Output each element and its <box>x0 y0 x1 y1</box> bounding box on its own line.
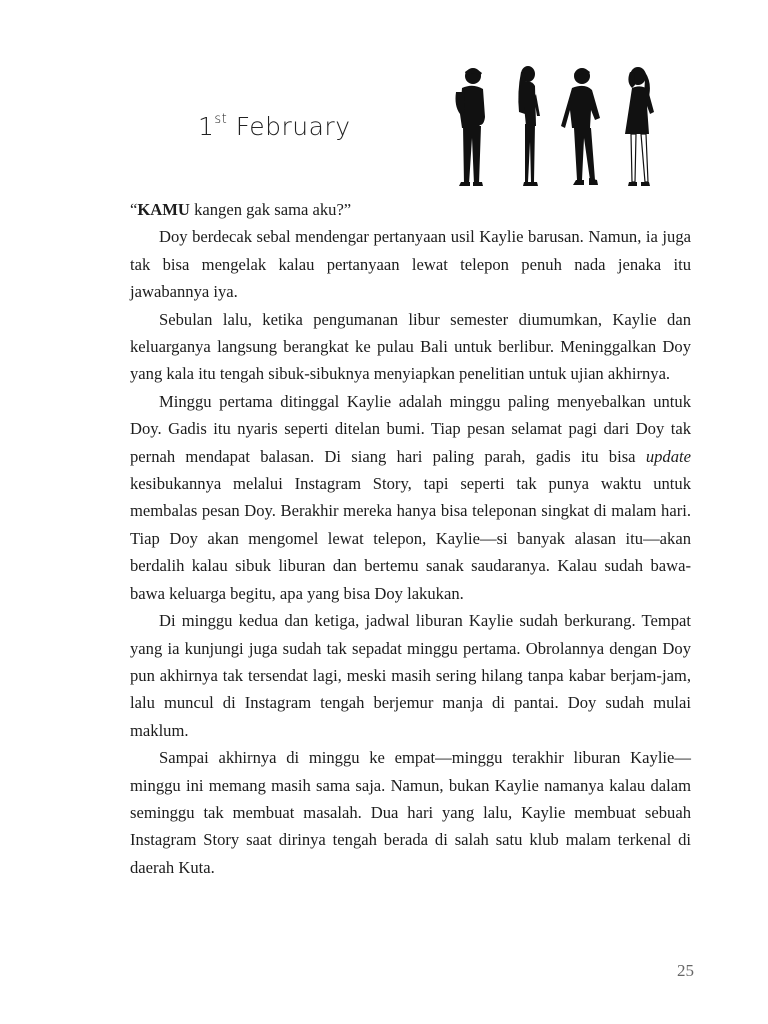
chapter-title-number: 1 <box>198 112 215 141</box>
chapter-title-suffix: st <box>214 111 228 127</box>
paragraph-4 <box>130 388 691 607</box>
opening-rest: kangen gak sama aku?” <box>189 200 352 219</box>
chapter-body <box>130 196 691 881</box>
paragraph-2: Doy berdecak sebal mendengar pertanyaan usil Kaylie barusan. Namun, ia juga tak bisa mengelak kalau pertanyaan lewat telepon penuh nada jenaka itu jawabannya iya. <box>130 227 691 302</box>
opening-quote-mark: “ <box>130 200 138 219</box>
chapter-title-month: February <box>227 112 351 141</box>
paragraph-4-before: Minggu pertama ditinggal Kaylie adalah minggu paling menyebalkan untuk Doy. Gadis itu nyaris seperti ditelan bumi. Tiap pesan selamat pagi dari Doy tak pernah mendapat balasan. Di siang hari paling parah, gadis itu bisa <box>130 391 691 466</box>
page-number: 25 <box>677 961 694 980</box>
paragraph-3: Sebulan lalu, ketika pengumanan libur semester diumumkan, Kaylie dan keluarganya langsung berangkat ke pulau Bali untuk berlibur. Meninggalkan Doy yang kala itu tengah sibuk-sibuknya menyiapkan penelitian untuk ujian akhirnya. <box>130 309 691 384</box>
paragraph-6: Sampai akhirnya di minggu ke empat—minggu terakhir liburan Kaylie—minggu ini memang masih sama saja. Namun, bukan Kaylie namanya kalau dalam seminggu tak membuat masalah. Dua hari yang lalu, Kaylie membuat sebuah Instagram Story saat dirinya tengah berada di salah satu klub malam terkenal di daerah Kuta. <box>130 748 691 877</box>
silhouette-woman-dress <box>625 67 654 186</box>
paragraph-4-after: kesibukannya melalui Instagram Story, tapi seperti tak punya waktu untuk membalas pesan Doy. Berakhir mereka hanya bisa teleponan singkat di malam hari. Tiap Doy akan mengomel lewat telepon, Kaylie—si banyak alasan itu—akan berdalih kalau sibuk liburan dan bertemu sanak saudaranya. Kalau sudah bawa-bawa keluarga begitu, apa yang bisa Doy lakukan. <box>130 474 691 603</box>
silhouette-man-backpack <box>456 68 486 186</box>
chapter-title <box>198 112 351 141</box>
opening-bold-word: KAMU <box>137 200 190 219</box>
four-silhouettes-illustration <box>448 64 668 196</box>
silhouette-woman-long-hair <box>518 66 540 186</box>
paragraph-4-italic: update <box>645 446 691 466</box>
opening-paragraph <box>130 196 691 223</box>
paragraph-5: Di minggu kedua dan ketiga, jadwal liburan Kaylie sudah berkurang. Tempat yang ia kunjungi juga sudah tak sepadat minggu pertama. Obrolannya dengan Doy pun akhirnya tak tersendat lagi, meski masih sering hilang tanpa kabar berjam-jam, lalu muncul di Instagram tengah berjemur manja di pantai. Doy sudah mulai maklum. <box>130 611 691 740</box>
silhouette-man-standing <box>561 68 600 185</box>
